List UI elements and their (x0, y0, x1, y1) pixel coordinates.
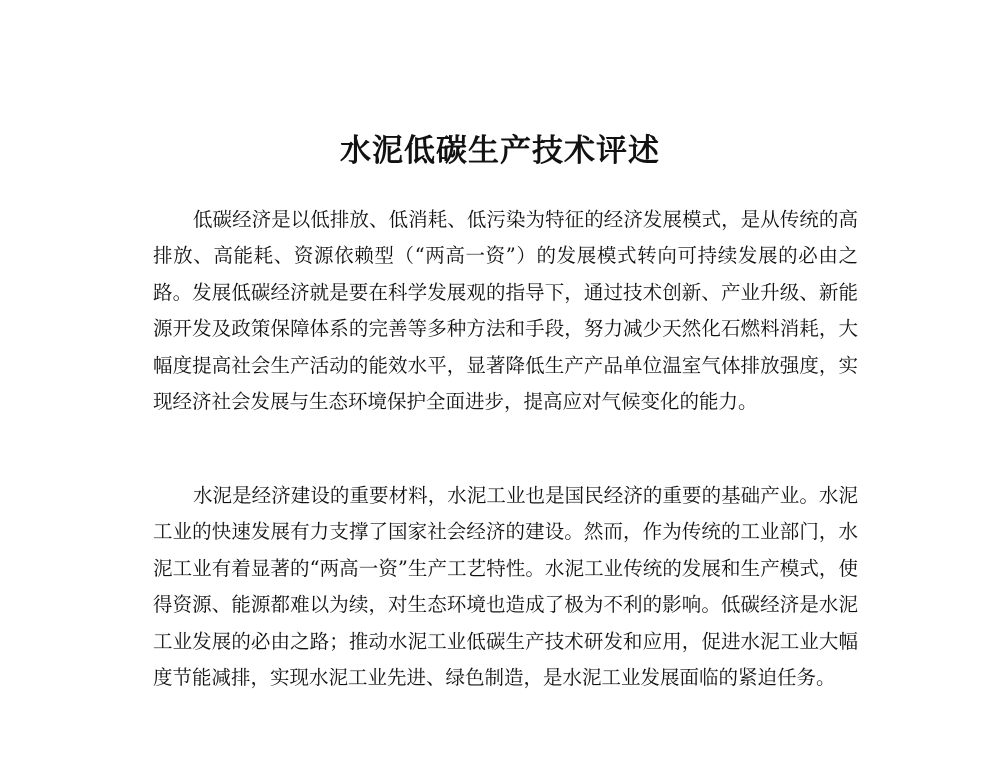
paragraph-cement-industry: 水泥是经济建设的重要材料，水泥工业也是国民经济的重要的基础产业。水泥工业的快速发展有力支撑了国家社会经济的建设。然而，作为传统的工业部门，水泥工业有着显著的“两高一资”生产工艺特性。水泥工业传统的发展和生产模式，使得资源、能源都难以为续，对生态环境也造成了极为不利的影响。低碳经济是水泥工业发展的必由之路；推动水泥工业低碳生产技术研发和应用，促进水泥工业大幅度节能减排，实现水泥工业先进、绿色制造，是水泥工业发展面临的紧迫任务。 (153, 484, 858, 690)
document-title: 水泥低碳生产技术评述 (340, 133, 660, 169)
paragraph-low-carbon-economy: 低碳经济是以低排放、低消耗、低污染为特征的经济发展模式，是从传统的高排放、高能耗、资源依赖型（“两高一资”）的发展模式转向可持续发展的必由之路。发展低碳经济就是要在科学发展观的指导下，通过技术创新、产业升级、新能源开发及政策保障体系的完善等多种方法和手段，努力减少天然化石燃料消耗，大幅度提高社会生产活动的能效水平，显著降低生产产品单位温室气体排放强度，实现经济社会发展与生态环境保护全面进步，提高应对气候变化的能力。 (153, 208, 858, 414)
